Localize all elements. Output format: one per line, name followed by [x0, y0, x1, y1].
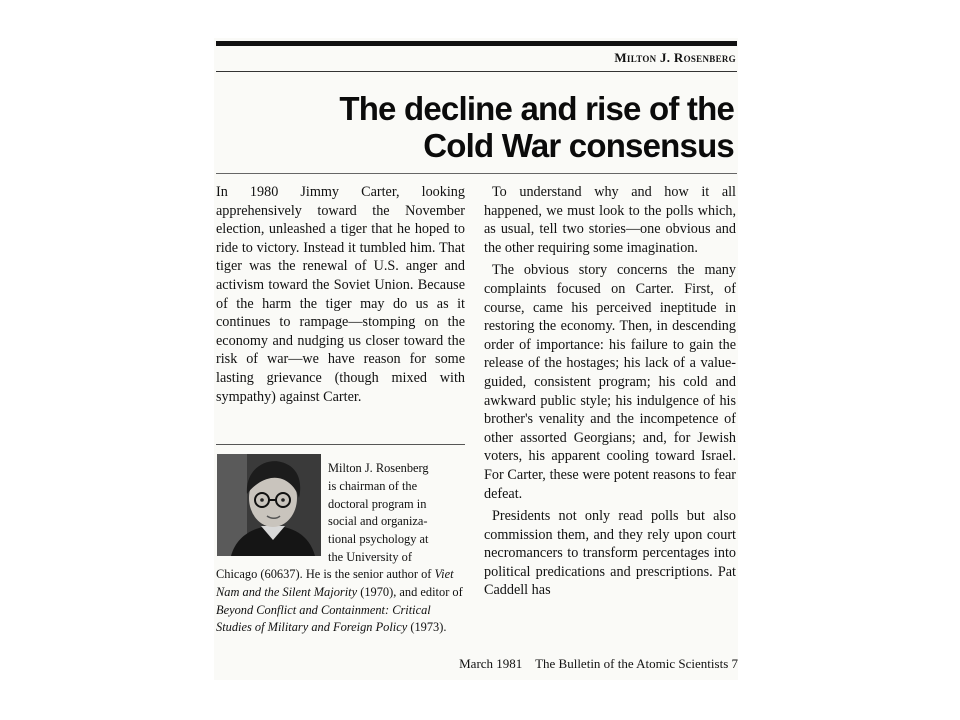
- article-title: [234, 90, 734, 164]
- left-column: [216, 183, 465, 406]
- byline-divider: [216, 71, 737, 72]
- bio-text: Chicago (60637). He is the senior author of: [216, 567, 435, 581]
- top-rule: [216, 41, 737, 46]
- bio-line: doctoral program in: [328, 496, 427, 511]
- issue-date: March 1981: [459, 656, 523, 671]
- body-paragraph: To understand why and how it all happened, we must look to the polls which, as usual, tell two stories—one obvious and the other requiring some imagination.: [484, 184, 736, 256]
- right-column: [484, 183, 736, 600]
- bio-text-bottom: [216, 566, 466, 637]
- bio-line: is chairman of the: [328, 478, 418, 493]
- headline-divider: [216, 173, 737, 174]
- author-byline: Milton J. Rosenberg: [614, 50, 736, 65]
- bio-divider: [216, 444, 465, 445]
- bio-line: tional psychology at: [328, 532, 429, 547]
- body-paragraph: The obvious story concerns the many complaints focused on Carter. First, of course, came his perceived ineptitude in restoring the economy. Then, in descending order of importance: his failure to gain the release of the hostages; his lack of a value-guided, consistent program; his cold and awkward public style; his indulgence of his brother's venality and the incompetence of other assorted Georgians; and, for Jewish voters, his apparent cooling toward Israel. For Carter, these were potent reasons to fear defeat.: [484, 262, 736, 502]
- bio-text: (1973).: [407, 620, 447, 635]
- bio-line: the University of: [328, 549, 412, 564]
- intro-paragraph: In 1980 Jimmy Carter, looking apprehensively toward the November election, unleashed a tiger that he hoped to ride to victory. Instead it tumbled him. That tiger was the renewal of U.S. anger and activism toward the Soviet Union. Because of the harm the tiger may do us as it continues to rampage—stomping on the economy and nudging us closer toward the risk of war—we have reason for some lasting grievance (though mixed with sympathy) against Carter.: [216, 184, 465, 405]
- bio-text: (1970), and editor of: [357, 584, 463, 599]
- page-number: 7: [731, 656, 738, 671]
- bio-line: Milton J. Rosenberg: [328, 461, 429, 475]
- author-photo: [217, 454, 321, 556]
- article-title-line-2: Cold War consensus: [423, 127, 734, 164]
- bio-text-top: [328, 460, 466, 567]
- book-title: Viet Nam and the Silent Majority: [216, 567, 454, 599]
- body-paragraph: Presidents not only read polls but also commission them, and they rely upon court necromancers to transform percentages into political predications and prescriptions. Pat Caddell has: [484, 508, 736, 599]
- publication-name: The Bulletin of the Atomic Scientists: [535, 656, 729, 671]
- book-title: Beyond Conflict and Containment: Critical Studies of Military and Foreign Policy: [216, 602, 431, 635]
- page-footer: [404, 656, 738, 672]
- article-title-line-1: The decline and rise of the: [339, 90, 734, 127]
- bio-line: social and organiza-: [328, 514, 428, 529]
